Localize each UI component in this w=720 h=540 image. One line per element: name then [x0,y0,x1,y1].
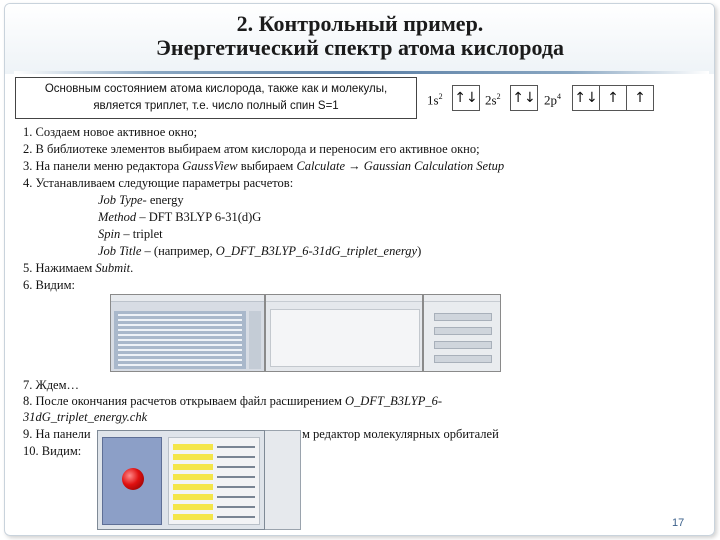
step-9-end: м редактор молекулярных орбиталей [302,427,499,441]
molecule-view [102,437,162,525]
mo-editor-side-panel [265,430,301,530]
step-5: 5. Нажимаем Submit. [23,261,134,275]
param-job-type: Job Type- energy [98,193,184,207]
step-8: 8. После окончания расчетов открываем файл расширением O_DFT_B3LYP_6- [23,394,443,408]
step-9-start: 9. На панели [23,427,91,441]
orbital-2p-box-2: ↑ [599,85,627,111]
orbital-2p-box-1: ↑↓ [572,85,600,111]
step-10: 10. Видим: [23,444,82,458]
oxygen-atom-icon [122,468,144,490]
orbital-2s-box: ↑↓ [510,85,538,111]
info-line-2: является триплет, т.е. число полный спин S=1 [93,100,339,112]
step-1: 1. Создаем новое активное окно; [23,125,198,139]
orbital-2p-label: $2p^4$ [544,92,561,108]
param-job-title: Job Title – (например, O_DFT_B3LYP_6-31dG_triplet_energy) [98,244,422,258]
step-3: 3. На панели меню редактора GaussView выбираем Calculate → Gaussian Calculation Setup [23,159,505,173]
menu-path: Calculate → Gaussian Calculation Setup [296,159,505,173]
gaussian-output-screenshot [110,294,265,372]
mo-levels-panel [168,437,260,525]
job-list-screenshot [265,294,423,372]
title-line-1: 2. Контрольный пример. [236,11,484,36]
slide-title [0,12,720,60]
title-underline [14,71,709,74]
orbital-2s-label: $2s^2$ [485,92,501,108]
title-line-2: Энергетический спектр атома кислорода [155,35,565,60]
app-name: GaussView [182,159,238,173]
param-spin: Spin – triplet [98,227,163,241]
orbital-1s-box: ↑↓ [452,85,480,111]
step-8-filename-cont: 31dG_triplet_energy.chk [23,410,148,424]
step-2: 2. В библиотеке элементов выбираем атом кислорода и переносим его активное окно; [23,142,480,156]
step-6: 6. Видим: [23,278,75,292]
info-line-1: Основным состоянием атома кислорода, также как и молекулы, [44,83,388,95]
orbital-2p-box-3: ↑ [626,85,654,111]
step-4: 4. Устанавливаем следующие параметры расчетов: [23,176,294,190]
triplet-info-box [15,77,417,119]
orbital-1s-label: $1s^2$ [427,92,443,108]
param-method: Method – DFT B3LYP 6-31(d)G [98,210,262,224]
page-number: 17 [672,517,685,529]
mo-editor-screenshot [97,430,265,530]
job-controls-screenshot [423,294,501,372]
step-7: 7. Ждем… [23,378,80,392]
